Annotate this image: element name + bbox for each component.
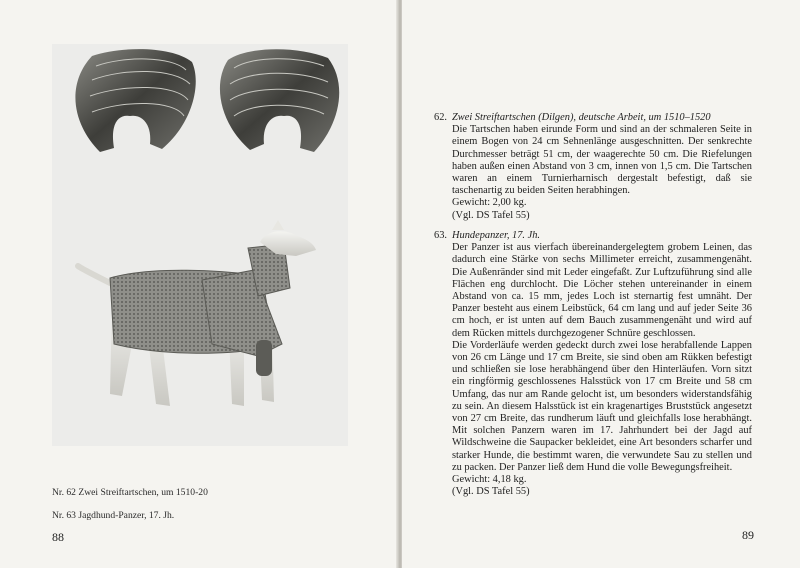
catalog-entry-62 bbox=[434, 112, 752, 222]
tartsche-shield-left bbox=[75, 49, 195, 152]
entry-title: Hundepanzer, 17. Jh. bbox=[452, 230, 541, 241]
entry-body-continued: Die Vorderläufe werden gedeckt durch zwei lose herabfallende Lappen von 26 cm Länge und 17 cm Breite, sie sind oben am Rükken befestigt und schließen sie lose herabhängend über den Hinterläufen. Vorn sitzt ein ringförmig geschlossenes Halsstück von 17 cm Breite und 58 cm Umfang, das nur am Rande gelocht ist, um besonders widerstandsfähig zu sein. An diesem Halsstück ist ein kragenartiges Bruststück angesetzt von 27 cm Breite, das rundherum läuft und gleichfalls lose herabhängt. Mit solchen Panzern waren im 17. Jahrhundert bei der Jagd auf Wildschweine die Saupacker bekleidet, eine Art besonders scharfer und starker Hunde, die bestimmt waren, die verwundete Sau zu stellen und zu packen. Der Panzer ließ dem Hund die volle Bewegungsfreiheit. bbox=[452, 339, 752, 473]
entry-weight: Gewicht: 4,18 kg. bbox=[452, 474, 527, 486]
entry-body: Der Panzer ist aus vierfach übereinandergelegtem grobem Leinen, das dadurch eine Stärke von sechs Millimeter erreicht, zusammengenäht. Die Außenränder sind mit Leder eingefaßt. Zur Luftzuführung sind alle Flächen eng durchlocht. Die Löcher stehen untereinander in einem Abstand von ca. 15 mm, jedes Loch ist sternartig fest umnäht. Der Panzer besteht aus einem Leibstück, 64 cm lang und auf jeder Seite 36 cm hoch, er ist unten auf dem Bauch zusammengenäht und wird auf dem Rücken mittels durchgezogener Schnüre geschlossen. bbox=[452, 242, 752, 339]
tartsche-shield-right bbox=[220, 49, 339, 152]
entry-number: 63. bbox=[434, 230, 447, 241]
entry-weight: Gewicht: 2,00 kg. bbox=[452, 197, 527, 209]
entry-title: Zwei Streiftartschen (Dilgen), deutsche Arbeit, um 1510–1520 bbox=[452, 112, 711, 123]
entry-number: 62. bbox=[434, 112, 447, 123]
entry-reference: (Vgl. DS Tafel 55) bbox=[452, 209, 530, 221]
armor-illustration bbox=[52, 44, 348, 446]
caption-63: Nr. 63 Jagdhund-Panzer, 17. Jh. bbox=[52, 510, 175, 521]
entry-body: Die Tartschen haben eirunde Form und sind an der schmaleren Seite in einem Bogen von 24 cm Sehnenlänge ausgeschnitten. Der senkrechte Durchmesser beträgt 51 cm, der waagerechte 50 cm. Die Riefelungen haben außen einen Abstand von 3 cm, innen von 1,5 cm. Die Tartschen waren an einem Turnierharnisch dergestalt befestigt, daß sie taschenartig zu beiden Seiten herabhingen. bbox=[452, 124, 752, 197]
armored-dog-figure bbox=[78, 220, 316, 406]
entry-reference: (Vgl. DS Tafel 55) bbox=[452, 486, 530, 498]
catalog-entry-63 bbox=[434, 230, 752, 498]
caption-62: Nr. 62 Zwei Streiftartschen, um 1510-20 bbox=[52, 487, 208, 498]
photo-plate bbox=[52, 44, 348, 446]
page-number-right: 89 bbox=[742, 528, 754, 542]
page-number-left: 88 bbox=[52, 530, 64, 544]
left-page bbox=[0, 0, 398, 568]
